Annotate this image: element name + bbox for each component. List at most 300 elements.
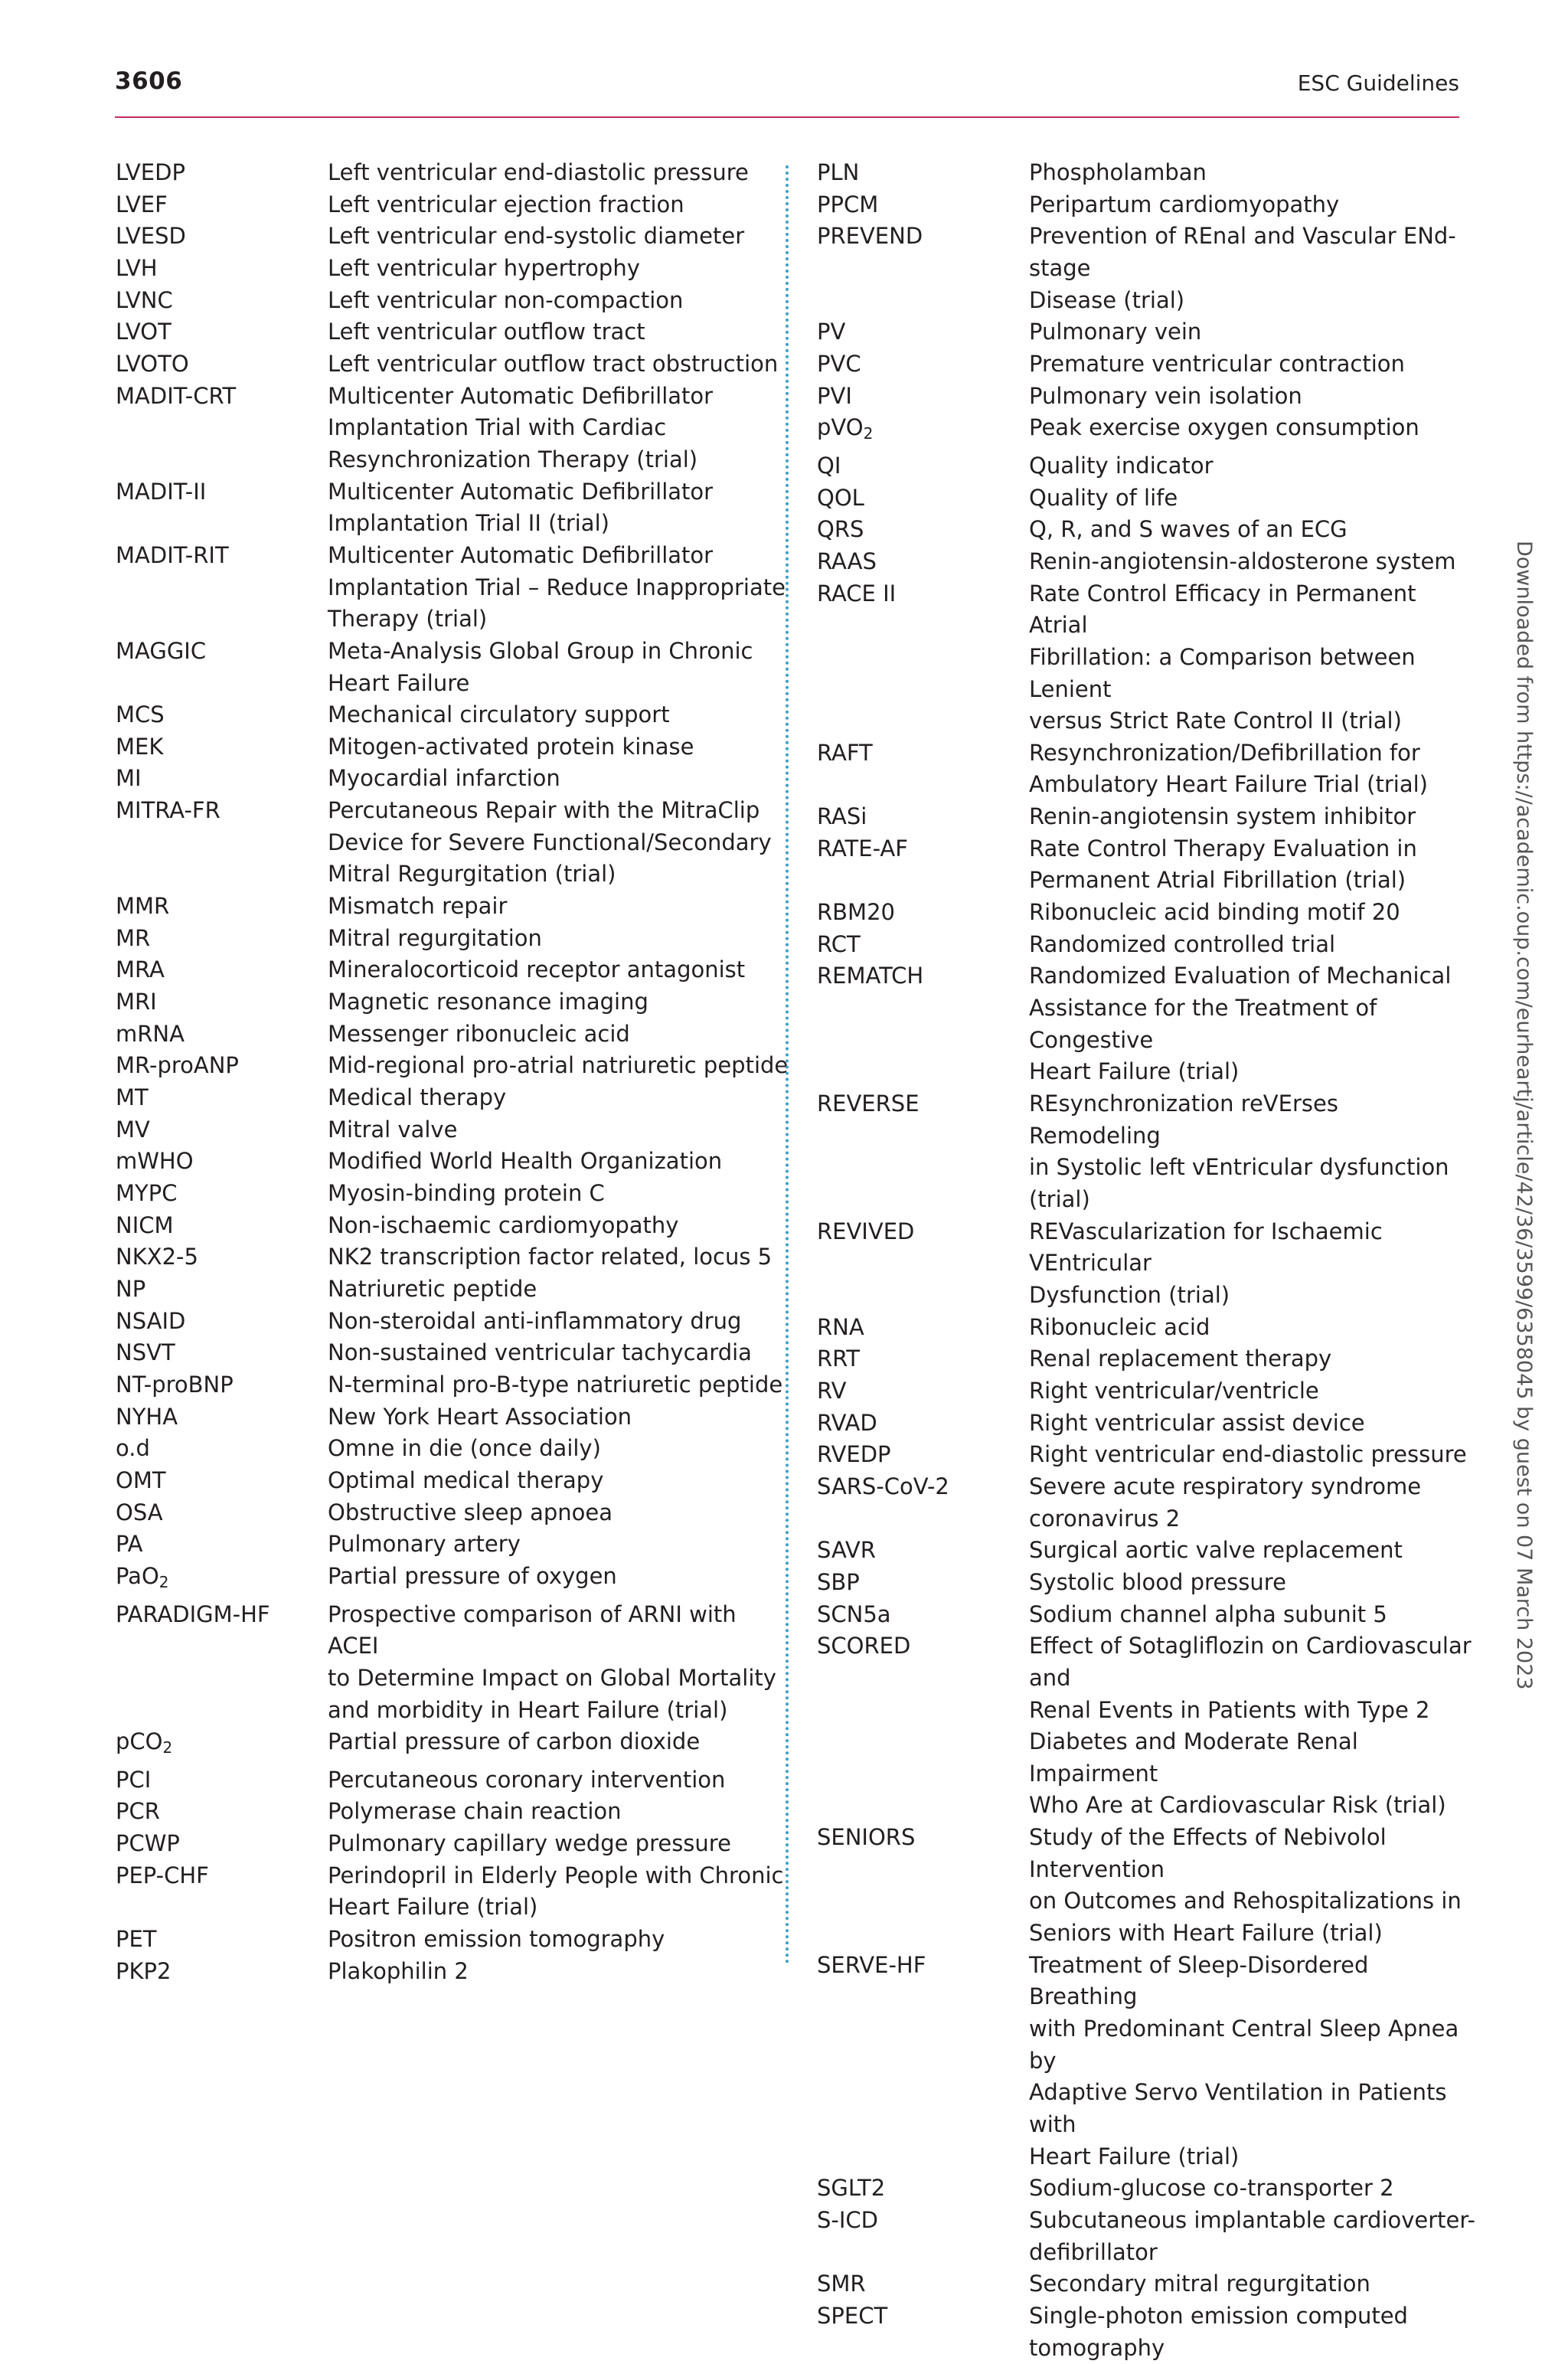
abbreviation-term-text: PCWP	[116, 1830, 180, 1857]
abbreviation-entry	[817, 1088, 1475, 1216]
abbreviation-definition	[328, 157, 789, 189]
abbreviation-term-text: MR-proANP	[116, 1052, 239, 1079]
abbreviation-definition	[328, 1210, 789, 1242]
definition-line: Heart Failure (trial)	[328, 1894, 538, 1921]
abbreviation-term	[817, 2205, 1029, 2268]
definition-line: with Predominant Central Sleep Apnea by	[1029, 2016, 1459, 2074]
definition-line: defibrillator	[1029, 2238, 1158, 2265]
abbreviation-term	[116, 954, 328, 986]
abbreviation-definition	[328, 1433, 789, 1465]
definition-line: Heart Failure	[328, 669, 470, 696]
definition-line: Myosin-binding protein C	[328, 1180, 605, 1206]
abbreviation-term-text: PET	[116, 1926, 157, 1953]
definition-line: Implantation Trial – Reduce Inappropriate	[328, 574, 786, 600]
abbreviation-term-text: MR	[116, 924, 151, 951]
abbreviation-definition	[1029, 189, 1475, 221]
abbreviation-entry	[116, 986, 789, 1019]
abbreviation-term-text: QOL	[817, 484, 864, 511]
definition-line: Right ventricular assist device	[1029, 1409, 1365, 1436]
abbreviation-term	[817, 1950, 1029, 2173]
abbreviation-term-text: NSVT	[116, 1339, 175, 1366]
definition-line: Systolic blood pressure	[1029, 1568, 1286, 1595]
abbreviation-term	[817, 801, 1029, 833]
abbreviation-entry	[116, 381, 789, 476]
abbreviation-definition	[1029, 1599, 1475, 1631]
abbreviation-term-text: MV	[116, 1116, 150, 1143]
abbreviation-entry	[116, 1146, 789, 1178]
running-title: ESC Guidelines	[1297, 70, 1459, 96]
abbreviation-term-text: SCN5a	[817, 1601, 891, 1627]
definition-line: Secondary mitral regurgitation	[1029, 2271, 1370, 2297]
abbreviation-definition	[328, 795, 789, 891]
definition-line: Renal replacement therapy	[1029, 1345, 1332, 1372]
definition-line: Sodium channel alpha subunit 5	[1029, 1601, 1387, 1627]
abbreviation-definition	[328, 285, 789, 317]
abbreviation-term-text: RRT	[817, 1345, 860, 1372]
definition-line: Heart Failure (trial)	[1029, 1058, 1240, 1085]
abbreviation-term	[817, 2173, 1029, 2205]
definition-line: Surgical aortic valve replacement	[1029, 1537, 1403, 1564]
abbreviation-definition	[328, 1465, 789, 1497]
abbreviation-term	[116, 1146, 328, 1178]
abbreviation-term-text: NICM	[116, 1211, 174, 1238]
abbreviation-definition	[1029, 381, 1475, 413]
abbreviation-entry	[116, 1337, 789, 1369]
abbreviation-term	[116, 1274, 328, 1306]
abbreviation-entry	[116, 1529, 789, 1561]
abbreviation-term	[817, 929, 1029, 961]
abbreviation-term-text: PPCM	[817, 191, 879, 217]
definition-line: Mechanical circulatory support	[328, 701, 670, 728]
abbreviation-entry	[817, 381, 1475, 413]
abbreviation-term	[817, 348, 1029, 381]
abbreviation-definition	[1029, 1343, 1475, 1375]
definition-line: New York Heart Association	[328, 1403, 632, 1430]
abbreviation-definition	[328, 636, 789, 699]
abbreviation-definition	[1029, 2268, 1475, 2300]
abbreviation-definition	[1029, 1950, 1475, 2173]
abbreviation-term	[116, 1369, 328, 1401]
definition-line: Messenger ribonucleic acid	[328, 1020, 630, 1047]
abbreviation-term	[116, 221, 328, 253]
definition-line: Diabetes and Moderate Renal Impairment	[1029, 1728, 1358, 1787]
abbreviation-term-text: SAVR	[817, 1537, 876, 1564]
abbreviation-definition	[1029, 316, 1475, 348]
abbreviation-term-text: PVI	[817, 382, 852, 409]
definition-line: Dysfunction (trial)	[1029, 1281, 1230, 1308]
abbreviation-term-text: SMR	[817, 2271, 866, 2297]
definition-line: Rate Control Therapy Evaluation in	[1029, 835, 1417, 862]
abbreviation-term-text: RACE II	[817, 580, 897, 607]
definition-line: Prevention of REnal and Vascular ENd-stage	[1029, 223, 1456, 281]
definition-line: Pulmonary artery	[328, 1531, 521, 1558]
abbreviation-entry	[817, 546, 1475, 578]
definition-line: Randomized controlled trial	[1029, 930, 1336, 957]
definition-line: REVascularization for Ischaemic VEntricular	[1029, 1218, 1383, 1277]
definition-line: Device for Severe Functional/Secondary	[328, 829, 772, 855]
definition-line: Omne in die (once daily)	[328, 1435, 601, 1462]
abbreviation-entry	[116, 157, 789, 189]
abbreviation-entry	[116, 1956, 789, 1988]
abbreviation-definition	[1029, 157, 1475, 189]
abbreviation-term-text: PaO	[116, 1562, 159, 1589]
abbreviation-entry	[116, 1274, 789, 1306]
abbreviation-definition	[1029, 801, 1475, 833]
definition-line: coronavirus 2	[1029, 1505, 1181, 1532]
abbreviation-term-text: RNA	[817, 1313, 864, 1340]
definition-line: Treatment of Sleep-Disordered Breathing	[1029, 1951, 1369, 2010]
abbreviation-term-text: PV	[817, 319, 846, 345]
abbreviation-entry	[116, 1726, 789, 1764]
definition-line: Optimal medical therapy	[328, 1466, 604, 1493]
abbreviation-definition	[1029, 514, 1475, 546]
abbreviation-definition	[1029, 221, 1475, 316]
definition-line: Fibrillation: a Comparison between Lenient	[1029, 643, 1416, 702]
abbreviation-definition	[328, 699, 789, 731]
definition-line: Percutaneous coronary intervention	[328, 1766, 726, 1793]
abbreviation-definition	[328, 1274, 789, 1306]
abbreviation-entry	[817, 929, 1475, 961]
definition-line: Subcutaneous implantable cardioverter-	[1029, 2207, 1475, 2233]
abbreviation-definition	[328, 891, 789, 923]
abbreviation-entry	[116, 253, 789, 285]
abbreviation-definition	[328, 954, 789, 986]
abbreviation-term	[116, 1050, 328, 1082]
abbreviation-term-text: MRI	[116, 989, 157, 1015]
abbreviation-entry	[817, 1567, 1475, 1599]
definition-line: Resynchronization Therapy (trial)	[328, 446, 698, 472]
definition-line: Resynchronization/Defibrillation for	[1029, 739, 1420, 766]
abbreviation-term	[817, 221, 1029, 316]
abbreviation-entry	[116, 1401, 789, 1434]
definition-line: Implantation Trial II (trial)	[328, 510, 609, 537]
abbreviation-term-text: RVAD	[817, 1409, 877, 1436]
abbreviation-definition	[328, 1241, 789, 1274]
abbreviation-term	[817, 1439, 1029, 1471]
abbreviation-entry	[116, 1178, 789, 1210]
abbreviation-term	[116, 1561, 328, 1599]
abbreviation-definition	[1029, 1630, 1475, 1822]
page-number: 3606	[115, 67, 183, 95]
abbreviation-term	[817, 897, 1029, 929]
definition-line: Mineralocorticoid receptor antagonist	[328, 956, 746, 983]
definition-line: Peripartum cardiomyopathy	[1029, 191, 1340, 217]
abbreviation-term-text: pCO	[116, 1728, 163, 1755]
definition-line: Modified World Health Organization	[328, 1148, 723, 1175]
definition-line: Left ventricular outflow tract obstruction	[328, 350, 779, 377]
definition-line: Obstructive sleep apnoea	[328, 1499, 613, 1525]
abbreviation-definition	[1029, 1439, 1475, 1471]
definition-line: Left ventricular non-compaction	[328, 286, 684, 313]
abbreviation-subscript: 2	[863, 424, 874, 443]
abbreviation-term-text: SENIORS	[817, 1824, 916, 1851]
definition-line: Medical therapy	[328, 1084, 507, 1111]
abbreviation-definition	[1029, 546, 1475, 578]
abbreviation-entry	[116, 348, 789, 381]
abbreviation-term-text: mRNA	[116, 1020, 185, 1047]
abbreviation-term	[116, 1401, 328, 1434]
abbreviation-definition	[328, 1860, 789, 1924]
abbreviation-term	[116, 1019, 328, 1051]
abbreviation-term	[817, 1375, 1029, 1408]
abbreviation-term	[116, 1956, 328, 1988]
abbreviation-definition	[328, 923, 789, 955]
abbreviation-term	[817, 1088, 1029, 1216]
abbreviation-entry	[116, 1599, 789, 1727]
abbreviation-term	[116, 348, 328, 381]
abbreviation-term	[817, 833, 1029, 897]
abbreviation-term	[116, 795, 328, 891]
definition-line: Ribonucleic acid binding motif 20	[1029, 899, 1400, 926]
definition-line: Peak exercise oxygen consumption	[1029, 414, 1419, 441]
abbreviation-definition	[1029, 578, 1475, 737]
abbreviation-entry	[817, 1950, 1475, 2173]
abbreviation-entry	[116, 891, 789, 923]
abbreviation-term-text: SCORED	[817, 1633, 911, 1659]
abbreviation-term-text: RAAS	[817, 548, 877, 574]
abbreviation-entry	[116, 1433, 789, 1465]
abbreviation-term	[817, 1822, 1029, 1950]
abbreviation-term-text: PREVEND	[817, 223, 923, 250]
definition-line: Renin-angiotensin-aldosterone system	[1029, 548, 1456, 574]
definition-line: Mitral valve	[328, 1116, 458, 1143]
abbreviation-term	[116, 1796, 328, 1828]
definition-line: (trial)	[1029, 1186, 1090, 1212]
abbreviation-definition	[1029, 833, 1475, 897]
definition-line: Pulmonary vein isolation	[1029, 382, 1302, 409]
definition-line: versus Strict Rate Control II (trial)	[1029, 708, 1402, 734]
abbreviation-entry	[817, 157, 1475, 189]
definition-line: Mid-regional pro-atrial natriuretic peptide	[328, 1052, 789, 1079]
definition-line: Meta-Analysis Global Group in Chronic	[328, 637, 753, 664]
definition-line: Who Are at Cardiovascular Risk (trial)	[1029, 1792, 1446, 1819]
abbreviation-term-text: MADIT-RIT	[116, 541, 229, 568]
abbreviation-term	[116, 189, 328, 221]
abbreviation-term-text: o.d	[116, 1435, 150, 1462]
abbreviation-term	[817, 1312, 1029, 1344]
abbreviation-entry	[817, 1822, 1475, 1950]
abbreviation-definition	[1029, 2300, 1475, 2364]
abbreviation-entry	[817, 960, 1475, 1088]
abbreviation-term-text: PVC	[817, 350, 861, 377]
abbreviation-definition	[328, 381, 789, 476]
definition-line: Randomized Evaluation of Mechanical	[1029, 963, 1452, 989]
abbreviation-entry	[116, 476, 789, 540]
definition-line: Ambulatory Heart Failure Trial (trial)	[1029, 771, 1428, 798]
abbreviation-definition	[328, 1828, 789, 1860]
abbreviation-term-text: MADIT-II	[116, 478, 207, 505]
abbreviation-entry	[817, 1439, 1475, 1471]
abbreviation-entry	[116, 1369, 789, 1401]
abbreviation-term	[116, 923, 328, 955]
abbreviation-definition	[328, 1337, 789, 1369]
abbreviation-term-text: NYHA	[116, 1403, 178, 1430]
abbreviation-definition	[328, 1497, 789, 1529]
abbreviation-term	[116, 1082, 328, 1114]
abbreviations-left-column	[116, 157, 789, 1987]
abbreviation-term-text: SARS-CoV-2	[817, 1473, 949, 1499]
abbreviation-term	[116, 381, 328, 476]
definition-line: Permanent Atrial Fibrillation (trial)	[1029, 867, 1406, 894]
definition-line: Partial pressure of carbon dioxide	[328, 1728, 701, 1755]
abbreviation-definition	[1029, 929, 1475, 961]
definition-line: Magnetic resonance imaging	[328, 989, 648, 1015]
abbreviation-entry	[116, 954, 789, 986]
abbreviation-definition	[328, 1082, 789, 1114]
abbreviation-entry	[817, 2300, 1475, 2364]
abbreviation-definition	[328, 1369, 789, 1401]
abbreviation-definition	[1029, 1567, 1475, 1599]
abbreviation-entry	[817, 189, 1475, 221]
abbreviation-term-text: MAGGIC	[116, 637, 207, 664]
abbreviation-term-text: MRA	[116, 956, 165, 983]
abbreviation-entry	[817, 348, 1475, 381]
column-divider	[786, 165, 789, 1965]
abbreviation-entry	[116, 1860, 789, 1924]
definition-line: Non-ischaemic cardiomyopathy	[328, 1211, 679, 1238]
abbreviation-term-text: PKP2	[116, 1957, 172, 1984]
abbreviation-definition	[1029, 1822, 1475, 1950]
definition-line: Left ventricular end-systolic diameter	[328, 223, 745, 250]
abbreviation-entry	[817, 833, 1475, 897]
abbreviation-term-text: OMT	[116, 1466, 166, 1493]
definition-line: to Determine Impact on Global Mortality	[328, 1664, 776, 1691]
abbreviation-entry	[817, 737, 1475, 801]
abbreviation-term-text: LVH	[116, 254, 158, 281]
abbreviation-term-text: MEK	[116, 733, 164, 760]
abbreviation-entry	[116, 923, 789, 955]
abbreviation-term	[817, 546, 1029, 578]
abbreviation-entry	[817, 316, 1475, 348]
definition-line: Mitogen-activated protein kinase	[328, 733, 694, 760]
abbreviation-term-text: RBM20	[817, 899, 895, 926]
abbreviation-definition	[328, 1764, 789, 1797]
abbreviation-entry	[116, 699, 789, 731]
abbreviation-term-text: LVEDP	[116, 159, 185, 185]
abbreviation-term-text: LVNC	[116, 286, 173, 313]
abbreviation-term	[817, 189, 1029, 221]
abbreviation-term-text: RV	[817, 1377, 847, 1404]
abbreviation-entry	[116, 795, 789, 891]
abbreviation-definition	[328, 1924, 789, 1956]
abbreviation-entry	[817, 2205, 1475, 2268]
download-note	[1505, 541, 1536, 1690]
abbreviation-term-text: NP	[116, 1275, 146, 1302]
abbreviation-entry	[817, 482, 1475, 515]
definition-line: Seniors with Heart Failure (trial)	[1029, 1920, 1383, 1947]
abbreviation-term	[817, 482, 1029, 515]
definition-line: Heart Failure (trial)	[1029, 2143, 1240, 2169]
abbreviation-definition	[328, 1178, 789, 1210]
abbreviation-entry	[116, 540, 789, 636]
abbreviation-entry	[817, 1471, 1475, 1535]
abbreviation-term-text: LVOT	[116, 319, 172, 345]
abbreviation-term	[116, 1828, 328, 1860]
definition-line: Mitral regurgitation	[328, 924, 542, 951]
definition-line: Single-photon emission computed tomography	[1029, 2302, 1408, 2361]
abbreviation-term	[817, 2300, 1029, 2364]
abbreviation-term-text: MCS	[116, 701, 165, 728]
abbreviation-term	[116, 731, 328, 763]
abbreviation-entry	[116, 316, 789, 348]
definition-line: Premature ventricular contraction	[1029, 350, 1405, 377]
abbreviation-term	[116, 1497, 328, 1529]
abbreviation-entry	[817, 450, 1475, 482]
abbreviation-entry	[817, 514, 1475, 546]
abbreviation-term	[116, 1860, 328, 1924]
definition-line: Polymerase chain reaction	[328, 1798, 622, 1825]
abbreviation-entry	[817, 1599, 1475, 1631]
abbreviation-subscript: 2	[162, 1738, 173, 1757]
abbreviation-definition	[328, 348, 789, 381]
abbreviation-term-text: LVESD	[116, 223, 186, 250]
abbreviation-entry	[817, 897, 1475, 929]
abbreviation-definition	[1029, 348, 1475, 381]
abbreviation-term-text: RATE-AF	[817, 835, 908, 862]
abbreviation-term-text: MYPC	[116, 1180, 178, 1206]
abbreviation-entry	[116, 1210, 789, 1242]
abbreviation-term	[817, 381, 1029, 413]
definition-line: Quality of life	[1029, 484, 1178, 511]
abbreviation-entry	[116, 1082, 789, 1114]
abbreviation-term-text: PARADIGM-HF	[116, 1601, 270, 1627]
abbreviation-term	[817, 450, 1029, 482]
abbreviation-term	[116, 986, 328, 1019]
abbreviation-term-text: SBP	[817, 1568, 860, 1595]
abbreviation-term	[817, 412, 1029, 450]
abbreviation-entry	[817, 801, 1475, 833]
definition-line: REsynchronization reVErses Remodeling	[1029, 1090, 1338, 1149]
abbreviation-term	[116, 285, 328, 317]
abbreviation-definition	[1029, 482, 1475, 515]
abbreviation-term-text: PA	[116, 1531, 143, 1558]
abbreviation-term	[116, 1726, 328, 1764]
abbreviation-term-text: LVEF	[116, 191, 168, 217]
definition-line: Prospective comparison of ARNI with ACEI	[328, 1601, 737, 1659]
definition-line: Perindopril in Elderly People with Chronic	[328, 1862, 784, 1888]
abbreviation-entry	[116, 1050, 789, 1082]
definition-line: on Outcomes and Rehospitalizations in	[1029, 1888, 1462, 1914]
definition-line: Q, R, and S waves of an ECG	[1029, 516, 1348, 543]
abbreviation-entry	[817, 1343, 1475, 1375]
abbreviation-term	[116, 1241, 328, 1274]
abbreviation-entry	[817, 1408, 1475, 1440]
abbreviation-definition	[1029, 1535, 1475, 1567]
abbreviation-entry	[116, 1764, 789, 1797]
abbreviation-definition	[328, 1796, 789, 1828]
definition-line: Phospholamban	[1029, 159, 1207, 185]
abbreviation-term-text: SPECT	[817, 2302, 888, 2329]
definition-line: Adaptive Servo Ventilation in Patients with	[1029, 2079, 1447, 2138]
abbreviation-term-text: SERVE-HF	[817, 1951, 926, 1978]
abbreviation-term	[116, 1529, 328, 1561]
abbreviation-term	[817, 157, 1029, 189]
definition-line: Pulmonary capillary wedge pressure	[328, 1830, 731, 1857]
page-header	[115, 61, 1459, 118]
abbreviation-definition	[328, 763, 789, 795]
abbreviation-definition	[328, 1019, 789, 1051]
abbreviation-term-text: RVEDP	[817, 1441, 891, 1468]
abbreviation-definition	[328, 253, 789, 285]
abbreviation-term-text: pVO	[817, 414, 864, 441]
abbreviation-term	[116, 1924, 328, 1956]
definition-line: Renin-angiotensin system inhibitor	[1029, 803, 1416, 830]
abbreviation-definition	[328, 1401, 789, 1434]
definition-line: Multicenter Automatic Defibrillator	[328, 478, 714, 505]
abbreviation-term	[817, 1630, 1029, 1822]
abbreviation-entry	[116, 1828, 789, 1860]
definition-line: Natriuretic peptide	[328, 1275, 537, 1302]
